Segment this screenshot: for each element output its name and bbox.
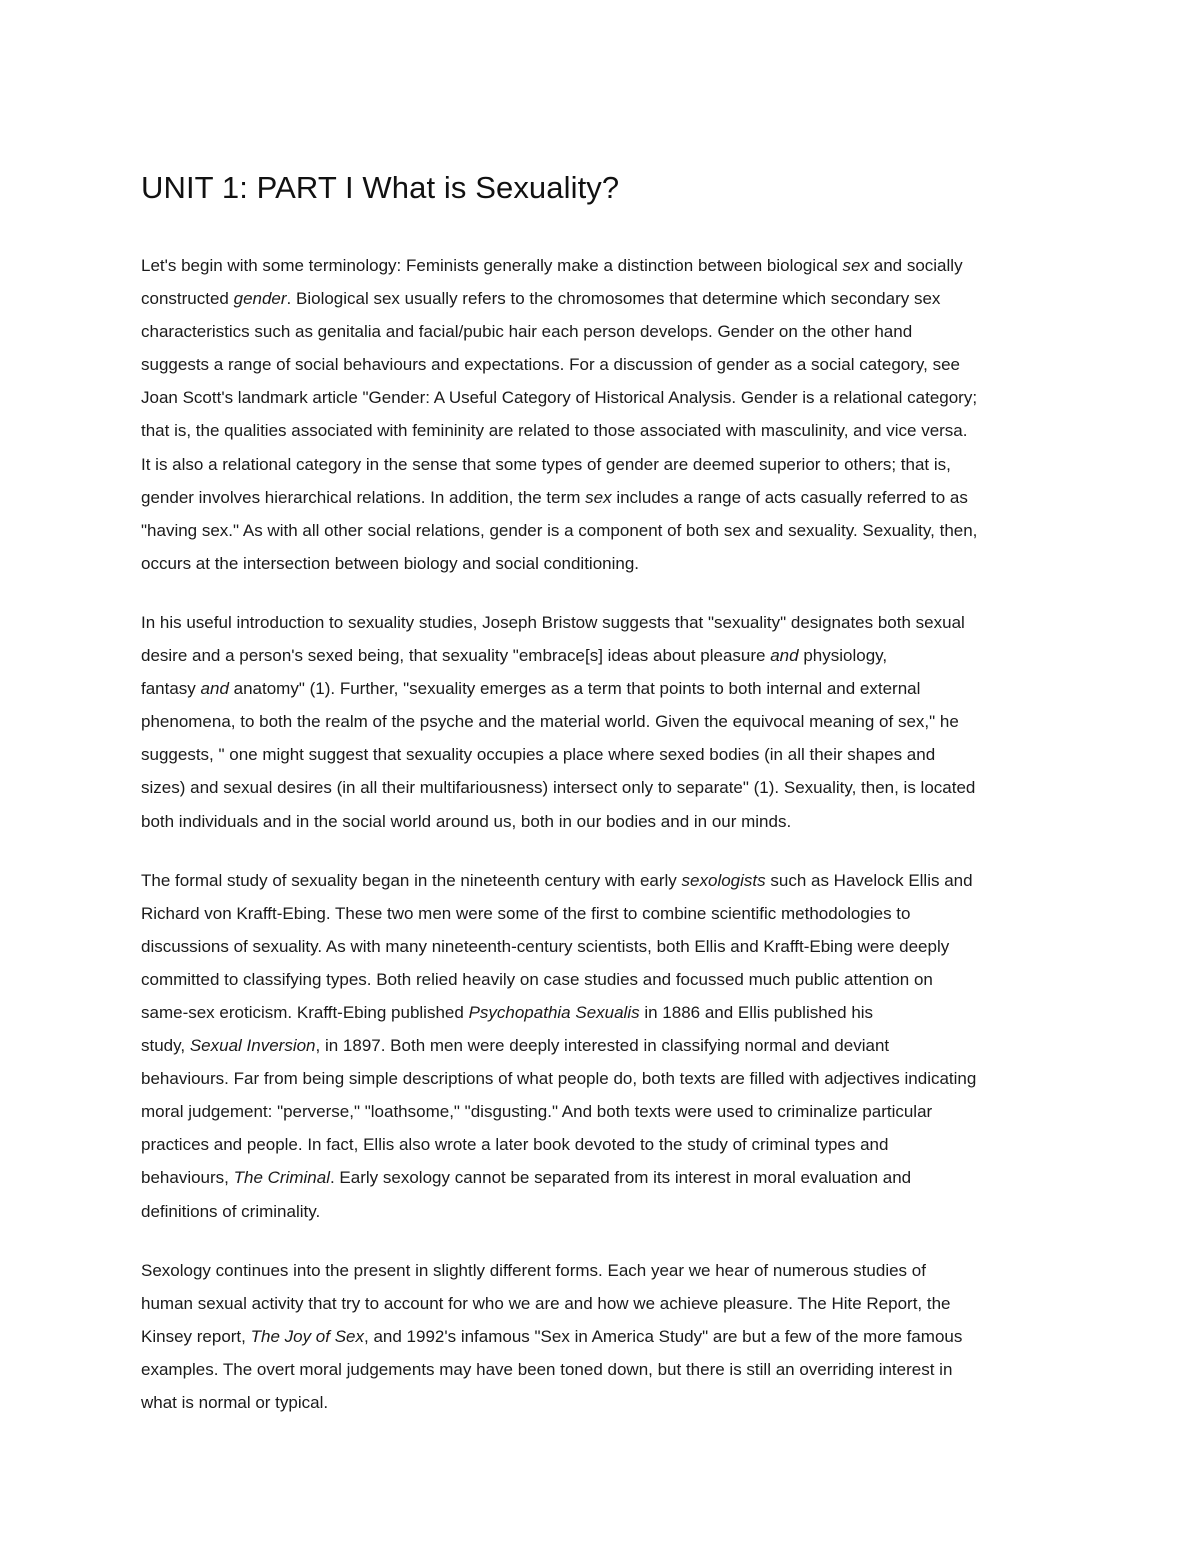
italic-text: sex bbox=[842, 256, 870, 275]
text-line: Kinsey report, The Joy of Sex, and 1992's infamous "Sex in America Study" are but a few of the more famous bbox=[141, 1326, 963, 1346]
page-title: UNIT 1: PART I What is Sexuality? bbox=[141, 170, 620, 205]
italic-text: Sexual Inversion bbox=[189, 1036, 316, 1056]
text-line: study, Sexual Inversion, in 1897. Both men were deeply interested in classifying normal and deviant bbox=[141, 1036, 890, 1056]
italic-text: Psychopathia Sexualis bbox=[468, 1002, 640, 1022]
italic-text: The Criminal bbox=[233, 1168, 330, 1188]
text-line: definitions of criminality. bbox=[141, 1201, 321, 1221]
text-line: suggests, " one might suggest that sexuality occupies a place where sexed bodies (in all their shapes and bbox=[141, 745, 936, 765]
italic-text: sexologists bbox=[681, 870, 766, 890]
text-line: human sexual activity that try to account for who we are and how we achieve pleasure. The Hite Report, the bbox=[141, 1293, 951, 1313]
paragraph bbox=[141, 864, 1071, 1228]
text-line: sizes) and sexual desires (in all their multifariousness) intersect only to separate" (1). Sexuality, then, is located bbox=[141, 778, 976, 798]
paragraph bbox=[141, 249, 1071, 580]
text-line: same-sex eroticism. Krafft-Ebing published Psychopathia Sexualis in 1886 and Ellis published his bbox=[141, 1002, 874, 1022]
text-line: moral judgement: "perverse," "loathsome," "disgusting." And both texts were used to criminalize particular bbox=[141, 1102, 933, 1122]
text-line: The formal study of sexuality began in the nineteenth century with early sexologists such as Havelock Ellis and bbox=[141, 870, 973, 890]
italic-text: sex bbox=[585, 487, 612, 507]
italic-text: The Joy of Sex bbox=[250, 1326, 364, 1346]
text-line: discussions of sexuality. As with many nineteenth-century scientists, both Ellis and Krafft-Ebing were deeply bbox=[141, 936, 950, 956]
document-body bbox=[141, 249, 1071, 1419]
text-line: examples. The overt moral judgements may have been toned down, but there is still an overriding interest in bbox=[141, 1359, 953, 1379]
text-line: phenomena, to both the realm of the psyche and the material world. Given the equivocal meaning of sex," he bbox=[141, 712, 959, 732]
italic-text: gender bbox=[233, 289, 287, 309]
paragraph bbox=[141, 1254, 1071, 1419]
text-line: Joan Scott's landmark article "Gender: A Useful Category of Historical Analysis. Gender is a relational category; bbox=[141, 388, 978, 408]
text-line: both individuals and in the social world around us, both in our bodies and in our minds. bbox=[141, 811, 792, 831]
text-line: Sexology continues into the present in slightly different forms. Each year we hear of numerous studies of bbox=[141, 1260, 926, 1280]
text-line: practices and people. In fact, Ellis also wrote a later book devoted to the study of criminal types and bbox=[141, 1135, 889, 1155]
text-line: committed to classifying types. Both relied heavily on case studies and focussed much public attention on bbox=[141, 969, 933, 989]
document-page bbox=[141, 168, 1071, 1445]
text-line: characteristics such as genitalia and facial/pubic hair each person develops. Gender on the other hand bbox=[141, 322, 913, 342]
text-line: behaviours. Far from being simple descriptions of what people do, both texts are filled with adjectives indicating bbox=[141, 1069, 977, 1089]
text-line: suggests a range of social behaviours and expectations. For a discussion of gender as a social category, see bbox=[141, 355, 960, 375]
text-line: constructed gender. Biological sex usually refers to the chromosomes that determine which secondary sex bbox=[141, 289, 941, 309]
text-line: what is normal or typical. bbox=[141, 1393, 329, 1412]
text-line: Let's begin with some terminology: Feminists generally make a distinction between biological sex and socially bbox=[141, 256, 963, 275]
text-line: that is, the qualities associated with femininity are related to those associated with masculinity, and vice versa. bbox=[141, 421, 968, 441]
italic-text: and bbox=[200, 679, 229, 699]
paragraph bbox=[141, 606, 1071, 838]
text-line: In his useful introduction to sexuality studies, Joseph Bristow suggests that "sexuality" designates both sexual bbox=[141, 612, 965, 632]
text-line: behaviours, The Criminal. Early sexology cannot be separated from its interest in moral evaluation and bbox=[141, 1168, 912, 1188]
text-line: Richard von Krafft-Ebing. These two men were some of the first to combine scientific methodologies to bbox=[141, 903, 911, 923]
text-line: gender involves hierarchical relations. In addition, the term sex includes a range of acts casually referred to as bbox=[141, 487, 968, 507]
text-line: desire and a person's sexed being, that sexuality "embrace[s] ideas about pleasure and physiology, bbox=[141, 646, 888, 666]
text-line: occurs at the intersection between biology and social conditioning. bbox=[141, 553, 640, 573]
text-line: fantasy and anatomy" (1). Further, "sexuality emerges as a term that points to both internal and external bbox=[141, 679, 921, 699]
text-line: "having sex." As with all other social relations, gender is a component of both sex and sexuality. Sexuality, then, bbox=[141, 520, 978, 540]
text-line: It is also a relational category in the sense that some types of gender are deemed superior to others; that is, bbox=[141, 454, 951, 474]
italic-text: and bbox=[770, 646, 799, 666]
